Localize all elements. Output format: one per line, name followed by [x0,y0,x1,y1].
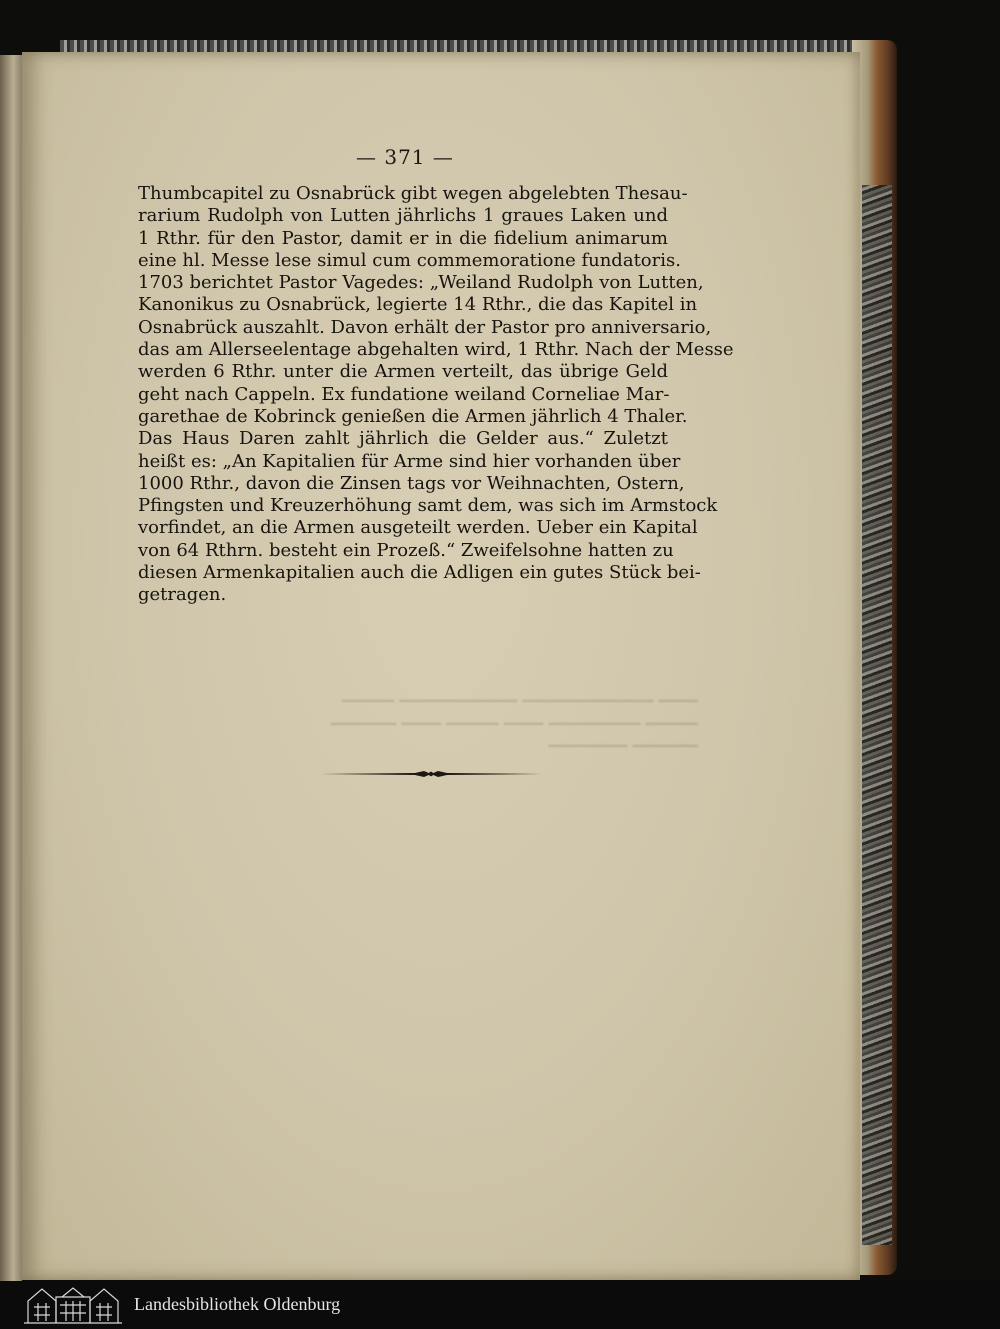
marbled-fore-edge [862,185,892,1245]
text-line: heißt es: „An Kapitalien für Arme sind hier vorhanden über [138,450,681,472]
text-line: getragen. [138,584,227,606]
page-number: — 371 — [356,145,454,169]
library-name: Landesbibliothek Oldenburg [134,1294,341,1314]
text-line: rarium Rudolph von Lutten jährlichs 1 graues Laken und [138,205,668,227]
ghost-line: ▁▁▁▁▁ ▁▁▁▁▁▁ [548,728,698,748]
ghost-line: ▁▁▁ ▁▁▁▁▁▁▁▁▁▁ ▁▁▁▁▁▁▁▁▁ ▁▁▁▁ [341,683,698,703]
divider-ornament [320,768,542,780]
text-line: Kanonikus zu Osnabrück, legierte 14 Rthr., die das Kapitel in [138,294,698,316]
footer-bar [0,1281,1000,1329]
text-line: vorfindet, an die Armen ausgeteilt werden. Ueber ein Kapital [138,517,698,539]
text-line: Pfingsten und Kreuzerhöhung samt dem, was sich im Armstock [138,495,718,517]
text-line: werden 6 Rthr. unter die Armen verteilt, das übrige Geld [138,361,668,383]
text-line: das am Allerseelentage abgehalten wird, 1 Rthr. Nach der Messe [138,339,734,361]
ghost-line: ▁▁▁▁ ▁▁▁▁▁▁▁ ▁▁▁ ▁▁▁▁ ▁▁▁ ▁▁▁▁▁ [331,705,698,726]
text-line: 1 Rthr. für den Pastor, damit er in die fidelium animarum [138,227,668,249]
library-building-logo [22,1285,124,1325]
text-line: eine hl. Messe lese simul cum commemoratione fundatoris. [138,249,681,271]
text-line: diesen Armenkapitalien auch die Adligen ein gutes Stück bei- [138,562,701,584]
left-page-edge [0,55,22,1281]
text-line: Thumbcapitel zu Osnabrück gibt wegen abgelebten Thesau- [138,183,688,204]
text-line: garethae de Kobrinck genießen die Armen jährlich 4 Thaler. [138,405,688,427]
text-line: 1703 berichtet Pastor Vagedes: „Weiland Rudolph von Lutten, [138,272,704,294]
body-text [138,183,734,607]
text-line: Osnabrück auszahlt. Davon erhält der Pastor pro anniversario, [138,316,712,338]
text-line: geht nach Cappeln. Ex fundatione weiland Corneliae Mar- [138,383,670,405]
text-line: Das Haus Daren zahlt jährlich die Gelder aus.“ Zuletzt [138,428,668,450]
text-line: von 64 Rthrn. besteht ein Prozeß.“ Zweifelsohne hatten zu [138,539,674,561]
bleed-through-text [158,682,698,750]
text-line: 1000 Rthr., davon die Zinsen tags vor Weihnachten, Ostern, [138,472,685,494]
